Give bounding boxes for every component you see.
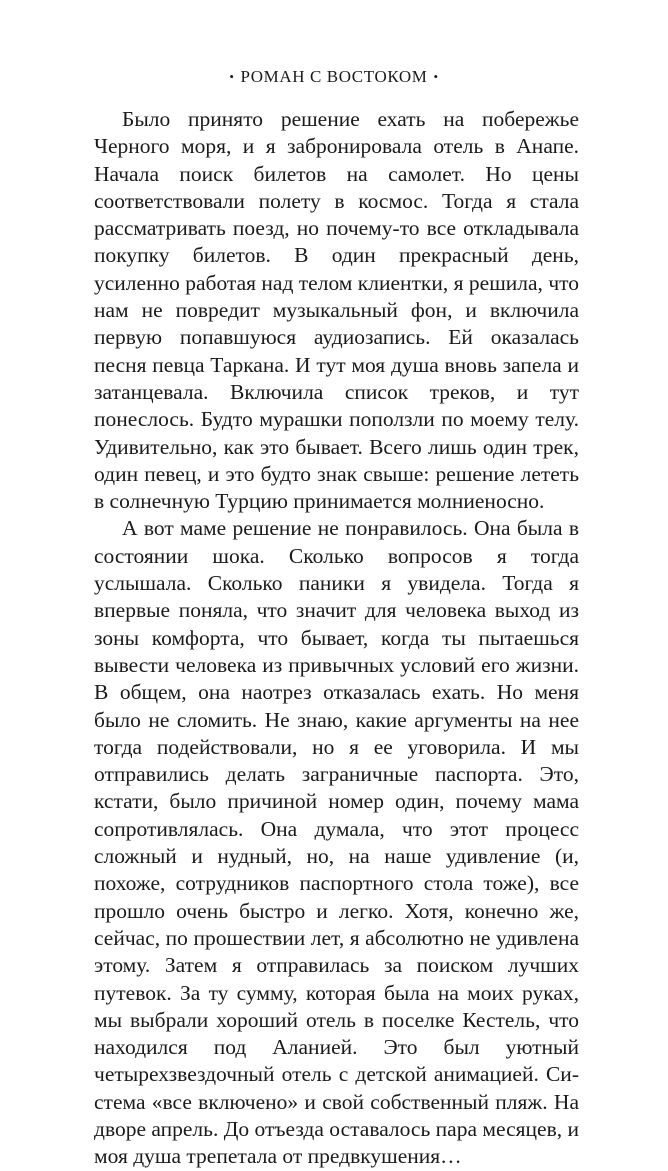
paragraph-2: А вот маме решение не понравилось. Она была в состоянии шока. Сколько вопросов я тогда услышала. Сколько паники я увидела. Тогда я впервые поняла, что значит для человека выход из зоны комфорта, что бывает, когда ты пытаешься вывести человека из привычных условий его жизни. В общем, она наотрез отказалась ехать. Но меня было не сломить. Не знаю, какие аргументы на нее тогда подействовали, но я ее уговорила. И мы отправились делать заграничные паспорта. Это, кстати, было причиной номер один, почему мама сопротивлялась. Она думала, что этот процесс сложный и нудный, но, на наше удивление (и, похоже, сотрудников паспортного стола тоже), все прошло очень быстро и легко. Хотя, конечно же, сейчас, по прошествии лет, я абсолютно не удивлена этому. Затем я отправилась за поиском лучших путевок. За ту сумму, которая была на моих руках, мы выбрали хороший отель в поселке Кестель, что находился под Аланией. Это был уютный четырехзвездочный отель с детской анимацией. Система «все включено» и свой собственный пляж. На дворе апрель. До отъезда оставалось пара месяцев, и моя душа трепетала от предвкушения… [94, 516, 579, 1169]
header-title: РОМАН С ВОСТОКОМ [240, 67, 428, 86]
header-bullet-left: • [229, 69, 235, 84]
paragraph-1: Было принято решение ехать на побережье Черного моря, и я забронировала отель в Анапе. Начала поиск билетов на самолет. Но цены соответствовали полету в космос. Тогда я стала рассматривать поезд, но почему-то все откладывала покупку билетов. В один прекрасный день, усиленно работая над телом клиентки, я решила, что нам не повредит музыкальный фон, и включила первую попавшуюся аудиозапись. Ей оказалась песня певца Таркана. И тут моя душа вновь запела и затанцевала. Включила список треков, и тут понеслось. Будто мурашки поползли по моему телу. Удивительно, как это бывает. Всего лишь один трек, один певец, и это будто знак свыше: решение лететь в солнечную Турцию принимается молниеносно. [94, 107, 579, 514]
header-bullet-right: • [433, 69, 439, 84]
running-header [0, 66, 668, 88]
body-text [94, 106, 579, 1171]
